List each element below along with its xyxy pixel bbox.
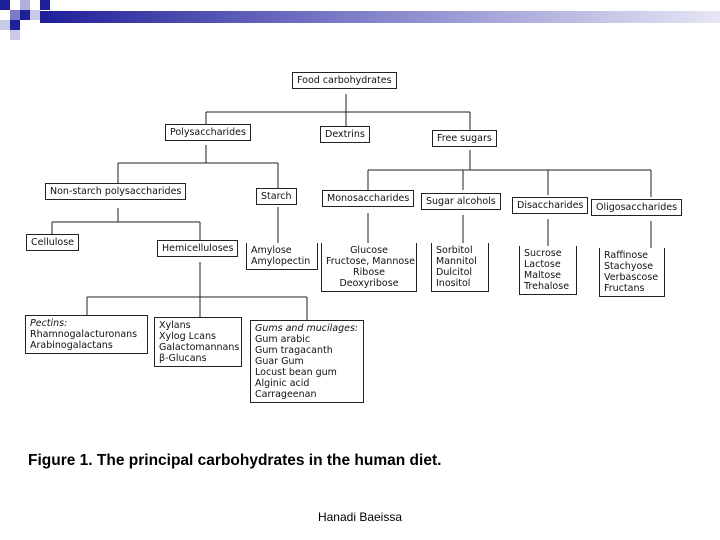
sugar-alcohol-item: Dulcitol [436, 267, 473, 278]
node-oligosaccharide-items [599, 248, 665, 297]
node-label: Polysaccharides [170, 127, 246, 138]
figure-caption: Figure 1. The principal carbohydrates in the human diet. [28, 452, 442, 469]
monosaccharide-item: Glucose [350, 245, 388, 256]
gums-item: Gum tragacanth [255, 345, 333, 356]
starch-item: Amylose [251, 245, 292, 256]
node-non-starch-polysaccharides [45, 183, 186, 200]
node-label: Food carbohydrates [297, 75, 392, 86]
node-xylans [154, 317, 242, 367]
xylans-item: β-Glucans [159, 353, 207, 364]
node-gums-mucilages [250, 320, 364, 403]
author-footer: Hanadi Baeissa [317, 510, 403, 524]
monosaccharide-item: Deoxyribose [339, 278, 399, 289]
xylans-item: Xylans [159, 320, 191, 331]
node-label: Sugar alcohols [426, 196, 496, 207]
xylans-item: Xylog Lcans [159, 331, 216, 342]
oligosaccharide-item: Stachyose [604, 261, 654, 272]
disaccharide-item: Trehalose [524, 281, 570, 292]
gums-item: Guar Gum [255, 356, 304, 367]
pectins-item: Rhamnogalacturonans [30, 329, 138, 340]
node-label: Free sugars [437, 133, 492, 144]
node-hemicelluloses [157, 240, 238, 257]
disaccharide-item: Maltose [524, 270, 561, 281]
disaccharide-item: Lactose [524, 259, 561, 270]
sugar-alcohol-item: Mannitol [436, 256, 477, 267]
node-polysaccharides [165, 124, 251, 141]
node-starch [256, 188, 297, 205]
node-label: Disaccharides [517, 200, 584, 211]
node-cellulose [26, 234, 79, 251]
node-food-carbohydrates [292, 72, 397, 89]
pectins-item: Arabinogalactans [30, 340, 113, 351]
gums-item: Gum arabic [255, 334, 311, 345]
sugar-alcohol-item: Sorbitol [436, 245, 473, 256]
node-monosaccharide-items [321, 243, 417, 292]
node-sugar-alcohols [421, 193, 501, 210]
node-free-sugars [432, 130, 497, 147]
gums-item: Locust bean gum [255, 367, 337, 378]
node-monosaccharides [322, 190, 414, 207]
node-pectins [25, 315, 148, 354]
node-label: Starch [261, 191, 292, 202]
monosaccharide-item: Fructose, Mannose [326, 256, 415, 267]
sugar-alcohol-item: Inositol [436, 278, 471, 289]
node-label: Dextrins [325, 129, 365, 140]
gums-title: Gums and mucilages: [255, 323, 359, 334]
node-oligosaccharides [591, 199, 682, 216]
starch-item: Amylopectin [251, 256, 311, 267]
node-label: Hemicelluloses [162, 243, 234, 254]
gums-item: Carrageenan [255, 389, 317, 400]
oligosaccharide-item: Fructans [604, 283, 645, 294]
node-sugar-alcohol-items [431, 243, 489, 292]
node-label: Non-starch polysaccharides [50, 186, 182, 197]
node-label: Oligosaccharides [596, 202, 678, 213]
gums-item: Alginic acid [255, 378, 310, 389]
oligosaccharide-item: Verbascose [604, 272, 659, 283]
node-starch-items [246, 243, 318, 270]
node-dextrins [320, 126, 370, 143]
node-disaccharides [512, 197, 588, 214]
node-disaccharide-items [519, 246, 577, 295]
disaccharide-item: Sucrose [524, 248, 562, 259]
monosaccharide-item: Ribose [353, 267, 385, 278]
pectins-title: Pectins: [30, 318, 68, 329]
node-label: Cellulose [31, 237, 75, 248]
xylans-item: Galactomannans [159, 342, 240, 353]
oligosaccharide-item: Raffinose [604, 250, 649, 261]
node-label: Monosaccharides [327, 193, 410, 204]
